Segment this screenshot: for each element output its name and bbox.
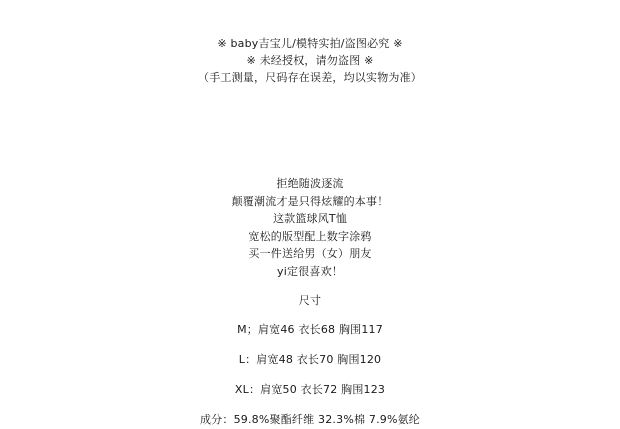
description-line: 这款篮球风T恤 [272,212,348,225]
size-row-l: L：肩宽48 衣长70 胸围120 [238,353,382,366]
size-row-xl: XL：肩宽50 衣长72 胸围123 [234,383,386,396]
copyright-notice: ※ baby吉宝儿/模特实拍/盗图必究 ※ [217,37,403,50]
description-line: yi定很喜欢！ [277,265,343,278]
material-composition: 成分：59.8%聚酯纤维 32.3%棉 7.9%氨纶 [199,413,421,426]
authorization-notice: ※ 未经授权，请勿盗图 ※ [246,54,374,67]
size-title: 尺寸 [298,294,322,307]
description-line: 买一件送给男（女）朋友 [248,247,372,260]
description-line: 拒绝随波逐流 [276,177,344,190]
description-line: 颠覆潮流才是只得炫耀的本事！ [231,195,389,208]
measurement-note: （手工测量，尺码存在误差，均以实物为准） [198,71,422,84]
description-line: 宽松的版型配上数字涂鸦 [248,230,372,243]
size-row-m: M；肩宽46 衣长68 胸围117 [237,323,383,336]
